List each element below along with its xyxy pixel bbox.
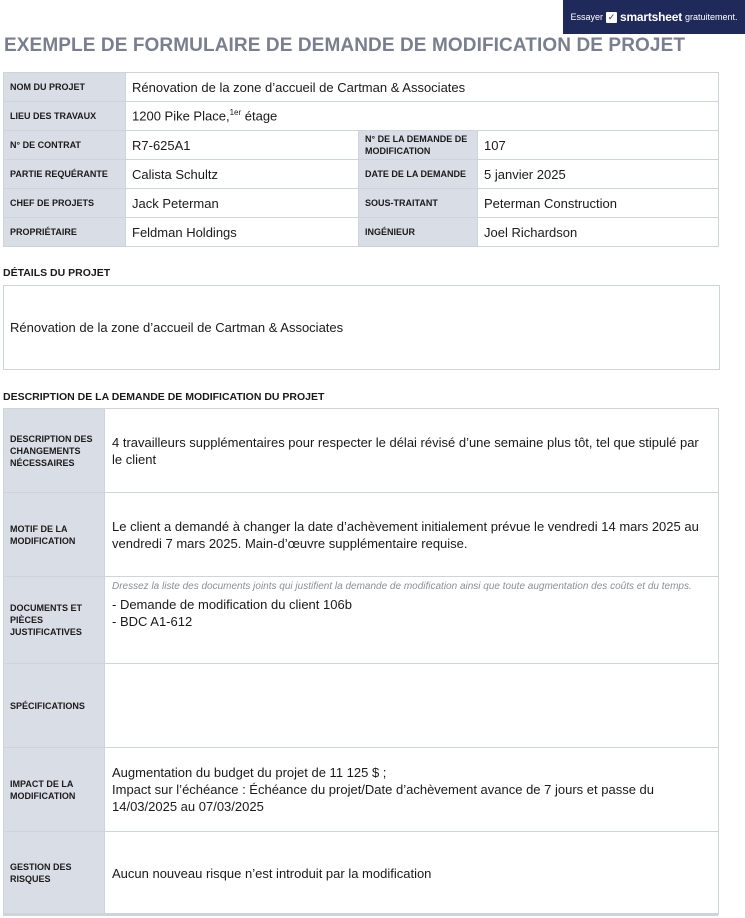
site-rest: étage — [241, 108, 278, 124]
impact-line-1: Augmentation du budget du projet de 11 125 $ ; — [112, 765, 387, 780]
contract-label: N° DE CONTRAT — [4, 131, 126, 160]
project-manager-value[interactable]: Jack Peterman — [126, 189, 359, 218]
project-name-label: NOM DU PROJET — [4, 73, 126, 102]
table-row — [4, 160, 719, 189]
banner-try-text: Essayer — [570, 12, 603, 22]
request-date-label: DATE DE LA DEMANDE — [359, 160, 478, 189]
banner-free-text: gratuitement. — [685, 12, 738, 22]
impact-line-2: Impact sur l’échéance : Échéance du projet/Date d’achèvement avance de 7 jours et passe du 14/03/2025 au 07/03/2025 — [112, 782, 654, 814]
impact-value[interactable] — [105, 748, 719, 832]
table-row — [4, 131, 719, 160]
details-heading: DÉTAILS DU PROJET — [3, 267, 111, 279]
project-name-value[interactable]: Rénovation de la zone d’accueil de Cartman & Associates — [126, 73, 719, 102]
documents-hint: Dressez la liste des documents joints qui justifient la demande de modification ainsi que toute augmentation des coûts et du temps. — [112, 581, 692, 592]
risk-label: GESTION DES RISQUES — [4, 832, 105, 915]
requesting-party-value[interactable]: Calista Schultz — [126, 160, 359, 189]
request-number-label: N° DE LA DEMANDE DE MODIFICATION — [359, 131, 478, 160]
specs-label: SPÉCIFICATIONS — [4, 664, 105, 748]
details-text: Rénovation de la zone d’accueil de Cartman & Associates — [10, 320, 344, 335]
contract-value[interactable]: R7-625A1 — [126, 131, 359, 160]
specs-value[interactable] — [105, 664, 719, 748]
subcontractor-label: SOUS-TRAITANT — [359, 189, 478, 218]
site-main: 1200 Pike Place, — [132, 108, 230, 124]
documents-line-2: - BDC A1-612 — [112, 614, 193, 629]
owner-label: PROPRIÉTAIRE — [4, 218, 126, 247]
page-title: EXEMPLE DE FORMULAIRE DE DEMANDE DE MODIFICATION DE PROJET — [4, 35, 686, 56]
requesting-party-label: PARTIE REQUÉRANTE — [4, 160, 126, 189]
engineer-value[interactable]: Joel Richardson — [478, 218, 719, 247]
documents-value[interactable] — [105, 577, 719, 664]
owner-value[interactable]: Feldman Holdings — [126, 218, 359, 247]
table-row — [4, 832, 719, 915]
impact-label: IMPACT DE LA MODIFICATION — [4, 748, 105, 832]
request-date-value[interactable]: 5 janvier 2025 — [478, 160, 719, 189]
table-row — [4, 73, 719, 102]
banner-brand: smartsheet — [619, 10, 683, 24]
table-row — [4, 748, 719, 832]
description-table — [3, 408, 719, 915]
table-row — [4, 409, 719, 493]
reason-label: MOTIF DE LA MODIFICATION — [4, 493, 105, 577]
smartsheet-banner[interactable] — [563, 0, 745, 34]
request-number-value[interactable]: 107 — [478, 131, 719, 160]
reason-value[interactable]: Le client a demandé à changer la date d’achèvement initialement prévue le vendredi 14 mars 2025 au vendredi 7 mars 2025. Main-d’œuvre supplémentaire requise. — [105, 493, 719, 577]
engineer-label: INGÉNIEUR — [359, 218, 478, 247]
checkmark-icon: ✓ — [607, 11, 616, 22]
site-sup: 1er — [229, 108, 242, 118]
site-label: LIEU DES TRAVAUX — [4, 102, 126, 131]
changes-label: DESCRIPTION DES CHANGEMENTS NÉCESSAIRES — [4, 409, 105, 493]
project-info-table — [3, 72, 719, 247]
bottom-divider — [3, 913, 718, 916]
project-manager-label: CHEF DE PROJETS — [4, 189, 126, 218]
site-value[interactable] — [126, 102, 719, 131]
subcontractor-value[interactable]: Peterman Construction — [478, 189, 719, 218]
table-row — [4, 102, 719, 131]
table-row — [4, 493, 719, 577]
documents-line-1: - Demande de modification du client 106b — [112, 597, 352, 612]
table-row — [4, 664, 719, 748]
table-row — [4, 189, 719, 218]
documents-label: DOCUMENTS ET PIÈCES JUSTIFICATIVES — [4, 577, 105, 664]
details-text-box[interactable] — [3, 285, 720, 370]
description-heading: DESCRIPTION DE LA DEMANDE DE MODIFICATION DU PROJET — [3, 391, 325, 403]
changes-value[interactable]: 4 travailleurs supplémentaires pour respecter le délai révisé d’une semaine plus tôt, tel que stipulé par le client — [105, 409, 719, 493]
table-row — [4, 218, 719, 247]
risk-value[interactable]: Aucun nouveau risque n’est introduit par la modification — [105, 832, 719, 915]
table-row — [4, 577, 719, 664]
